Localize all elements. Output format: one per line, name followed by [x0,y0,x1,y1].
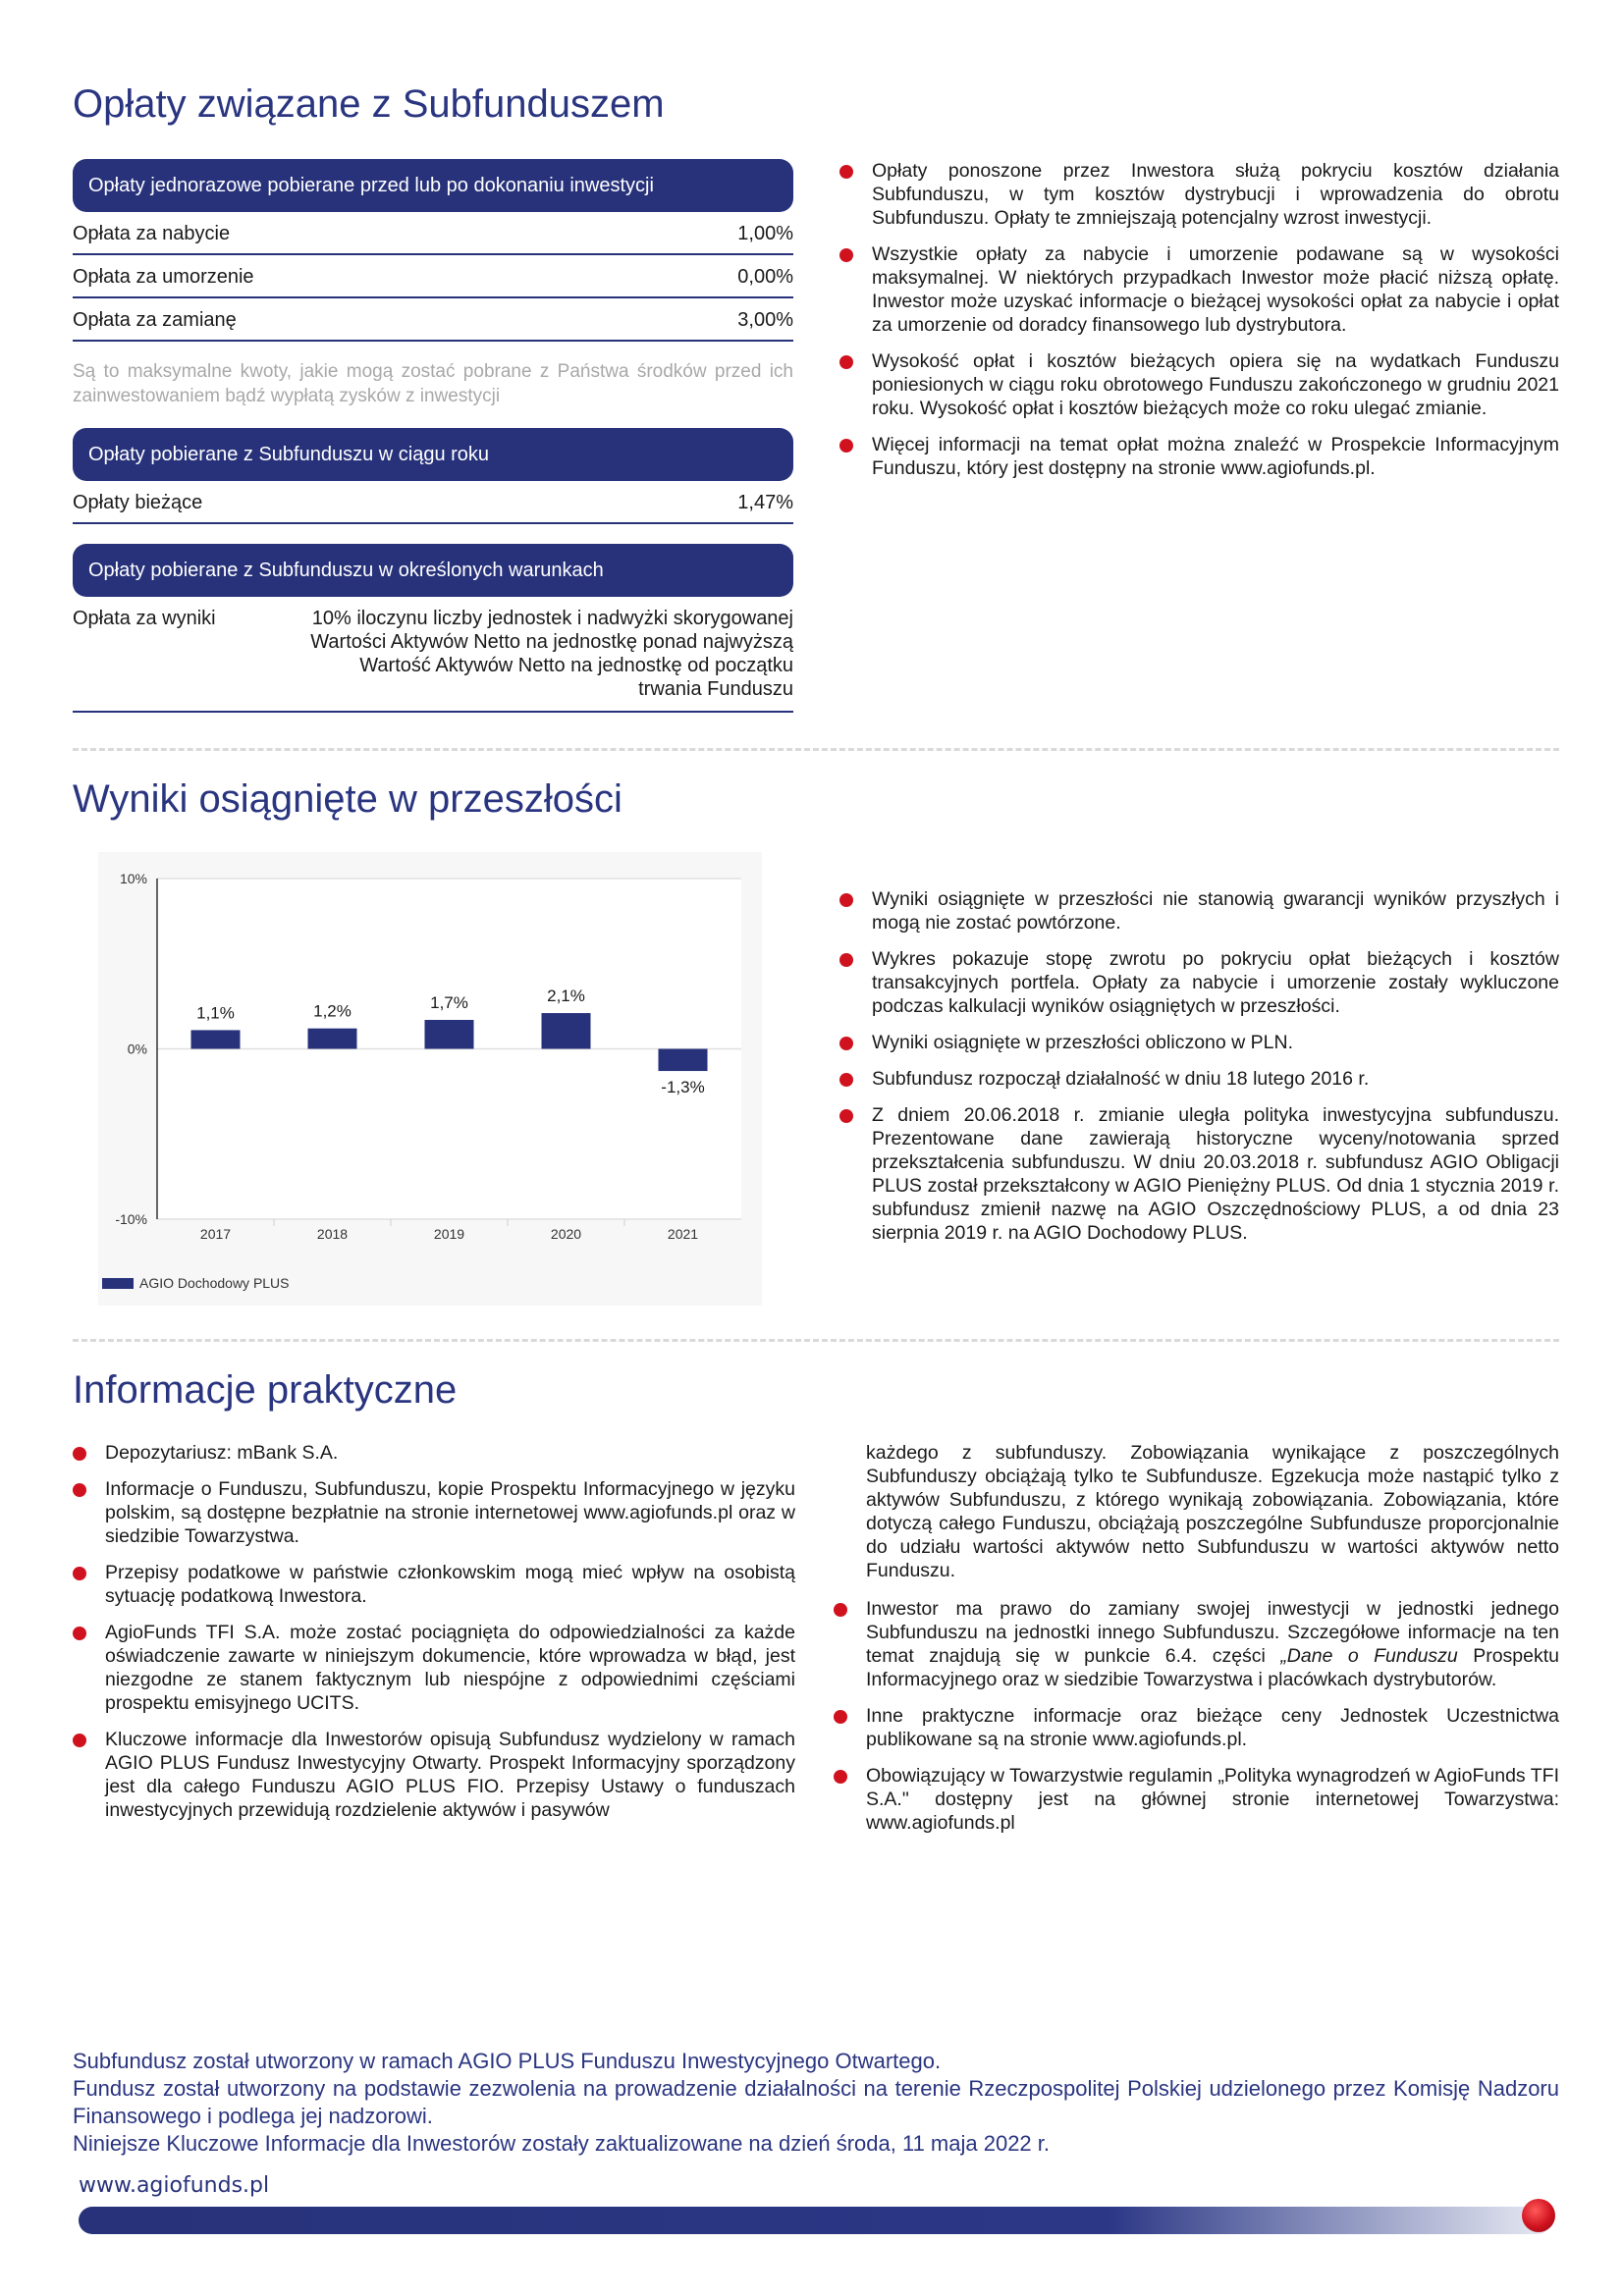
oneoff-fees-note: Są to maksymalne kwoty, jakie mogą zostać pobrane z Państwa środków przed ich zainwestowaniem bądź wypłatą zysków z inwestycji [73,361,793,406]
fee-value: 3,00% [737,309,793,331]
list-item-text: Inwestor ma prawo do zamiany swojej inwestycji w jednostki jednego Subfunduszu na jednostki innego Subfunduszu. Szczegółowe informacje na ten temat znajdują się w punkcie 6.4. części [866,1598,1559,1667]
list-item: Subfundusz rozpoczął działalność w dniu 18 lutego 2016 r. [839,1067,1559,1091]
fees-bullets [839,159,1559,493]
bar [542,1013,591,1048]
list-item: Wykres pokazuje stopę zwrotu po pokryciu opłat bieżących i kosztów transakcyjnych portfela. Opłaty za nabycie i umorzenie zostały wykluczone podczas kalkulacji wyników osiągniętych w przeszłości. [839,947,1559,1018]
bar [308,1029,357,1049]
list-item: Przepisy podatkowe w państwie członkowskim mogą mieć wpływ na osobistą sytuację podatkową Inwestora. [73,1561,795,1608]
x-tick-label: 2019 [433,1226,465,1242]
performance-chart [98,852,762,1306]
fee-row-ongoing [73,481,793,524]
footer-text [73,2048,1559,2158]
fee-row-performance [73,599,793,713]
list-item-emphasis: „Dane o Funduszu [1280,1645,1458,1667]
data-label: 2,1% [547,987,585,1006]
fee-label: Opłata za umorzenie [73,266,254,288]
practical-continuation: każdego z subfunduszy. Zobowiązania wynikające z poszczególnych Subfunduszy obciążają tylko te Subfundusze. Egzekucja może nastąpić tylko z aktywów Subfunduszu, z którego wynikają zobowiązania. Zobowiązania, które dotyczą całego Funduszu, obciążają poszczególne Subfundusze proporcjonalnie do udziału wartości aktywów netto Subfunduszu w wartości aktywów netto Funduszu. [866,1442,1559,1581]
section-divider [73,1339,1559,1342]
data-label: 1,7% [430,993,468,1013]
list-item: Depozytariusz: mBank S.A. [73,1441,795,1465]
list-item: AgioFunds TFI S.A. może zostać pociągnięta do odpowiedzialności za każde oświadczenie zawarte w niniejszym dokumencie, które wprowadza w błąd, jest niezgodne ze stanem faktycznym lub niespójne z odpowiednimi częściami prospektu emisyjnego UCITS. [73,1621,795,1715]
data-label: -1,3% [661,1078,705,1097]
y-tick-label: 0% [127,1041,147,1057]
legend-swatch [102,1278,134,1289]
past-performance-title: Wyniki osiągnięte w przeszłości [73,777,622,821]
legend-label: AGIO Dochodowy PLUS [139,1275,290,1291]
x-tick-label: 2017 [199,1226,232,1242]
practical-right-bullets [834,1597,1559,1847]
fee-label: Opłata za wyniki [73,608,216,629]
fee-value: 10% iloczynu liczby jednostek i nadwyżki skorygowanej Wartości Aktywów Netto na jednostkę ponad najwyższą Wartość Aktywów Netto na jednostkę od początku trwania Funduszu [310,608,793,700]
list-item: Obowiązujący w Towarzystwie regulamin „Polityka wynagrodzeń w AgioFunds TFI S.A." dostępny jest na głównej stronie internetowej Towarzystwa: www.agiofunds.pl [834,1764,1559,1835]
fee-row-redemption [73,255,793,298]
list-item-text: Prospektu Informacyjnego oraz w siedzibie Towarzystwa i placówkach dystrybutorów. [866,1645,1559,1690]
list-item: Wyniki osiągnięte w przeszłości obliczono w PLN. [839,1031,1559,1054]
practical-left-bullets [73,1441,795,1835]
list-item: Informacje o Funduszu, Subfunduszu, kopie Prospektu Informacyjnego w języku polskim, są dostępne bezpłatnie na stronie internetowej www.agiofunds.pl oraz w siedzibie Towarzystwa. [73,1477,795,1548]
fee-label: Opłata za nabycie [73,223,231,244]
bar [659,1049,708,1072]
bar [425,1020,474,1048]
data-label: 1,1% [196,1003,235,1023]
y-tick-label: -10% [115,1211,147,1227]
list-item: Wszystkie opłaty za nabycie i umorzenie podawane są w wysokości maksymalnej. W niektórych przypadkach Inwestor może płacić niższą opłatę. Inwestor może uzyskać informacje o bieżącej wysokości opłat za nabycie i opłat za umorzenie od doradcy finansowego lub dystrybutora. [839,242,1559,337]
conditional-fees-header: Opłaty pobierane z Subfunduszu w określonych warunkach [73,544,793,597]
fee-value: 1,00% [737,223,793,244]
practical-info-title: Informacje praktyczne [73,1368,458,1412]
footer-line: Niniejsze Kluczowe Informacje dla Inwestorów zostały zaktualizowane na dzień środa, 11 maja 2022 r. [73,2131,1050,2156]
list-item: Wyniki osiągnięte w przeszłości nie stanowią gwarancji wyników przyszłych i mogą nie zostać powtórzone. [839,887,1559,934]
footer-url[interactable]: www.agiofunds.pl [79,2173,270,2198]
section-divider [73,748,1559,751]
fee-value: 1,47% [737,492,793,513]
oneoff-fees-header: Opłaty jednorazowe pobierane przed lub po dokonaniu inwestycji [73,159,793,212]
fee-value: 0,00% [737,266,793,288]
past-bullets [839,887,1559,1257]
performance-chart-svg [98,852,762,1306]
list-item: Inne praktyczne informacje oraz bieżące ceny Jednostek Uczestnictwa publikowane są na stronie www.agiofunds.pl. [834,1704,1559,1751]
fee-row-purchase [73,212,793,255]
yearly-fees-header: Opłaty pobierane z Subfunduszu w ciągu roku [73,428,793,481]
x-tick-label: 2021 [667,1226,699,1242]
fee-label: Opłata za zamianę [73,309,237,331]
x-tick-label: 2018 [316,1226,349,1242]
fee-row-switch [73,298,793,342]
footer-line: Subfundusz został utworzony w ramach AGIO PLUS Funduszu Inwestycyjnego Otwartego. [73,2049,942,2073]
list-item: Z dniem 20.06.2018 r. zmianie uległa polityka inwestycyjna subfunduszu. Prezentowane dane zawierają historyczne wyceny/notowania sprzed przekształcenia subfunduszu. W dniu 20.03.2018 r. subfundusz AGIO Obligacji PLUS został przekształcony w AGIO Pieniężny PLUS. Od dnia 1 stycznia 2019 r. subfundusz zmienił nazwę na AGIO Oszczędnościowy PLUS, a od dnia 23 sierpnia 2019 r. na AGIO Dochodowy PLUS. [839,1103,1559,1245]
list-item: Opłaty ponoszone przez Inwestora służą pokryciu kosztów działania Subfunduszu, w tym kosztów dystrybucji i wprowadzenia do obrotu Subfunduszu. Opłaty te zmniejszają potencjalny wzrost inwestycji. [839,159,1559,230]
list-item [834,1597,1559,1691]
footer-line: Fundusz został utworzony na podstawie zezwolenia na prowadzenie działalności na terenie Rzeczpospolitej Polskiej udzielonego przez Komisję Nadzoru Finansowego i podlega jej nadzorowi. [73,2076,1559,2128]
footer-dot-icon [1522,2199,1555,2232]
list-item: Kluczowe informacje dla Inwestorów opisują Subfundusz wydzielony w ramach AGIO PLUS Fundusz Inwestycyjny Otwarty. Prospekt Informacyjny sporządzony jest dla całego Funduszu AGIO PLUS FIO. Przepisy Ustawy o funduszach inwestycyjnych przewidują rozdzielenie aktywów i pasywów [73,1728,795,1822]
bar [191,1030,241,1048]
list-item: Wysokość opłat i kosztów bieżących opiera się na wydatkach Funduszu poniesionych w ciągu roku obrotowego Funduszu zakończonego w grudniu 2021 roku. Wysokość opłat i kosztów bieżących może co roku ulegać zmianie. [839,349,1559,420]
y-tick-label: 10% [119,871,147,886]
footer-bar [79,2207,1551,2234]
fees-title: Opłaty związane z Subfunduszem [73,82,665,126]
list-item: Więcej informacji na temat opłat można znaleźć w Prospekcie Informacyjnym Funduszu, który jest dostępny na stronie www.agiofunds.pl. [839,433,1559,480]
data-label: 1,2% [313,1001,352,1021]
fee-label: Opłaty bieżące [73,492,203,513]
x-tick-label: 2020 [550,1226,582,1242]
